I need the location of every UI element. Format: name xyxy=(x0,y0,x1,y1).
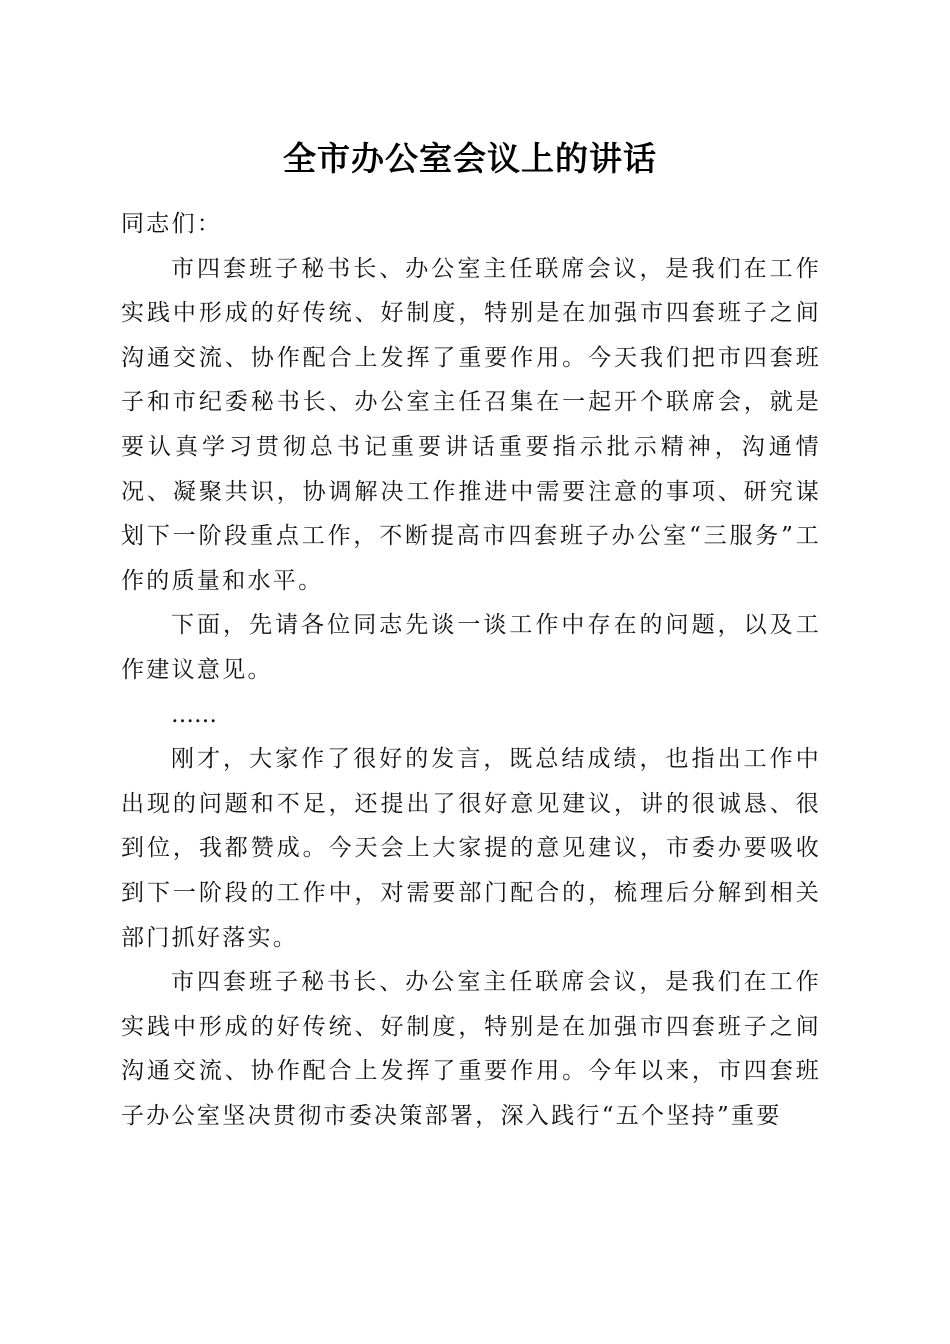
paragraph-2: 下面，先请各位同志先谈一谈工作中存在的问题，以及工作建议意见。 xyxy=(121,612,821,683)
document-title: 全市办公室会议上的讲话 xyxy=(283,139,657,178)
paragraph-3: 刚才，大家作了很好的发言，既总结成绩，也指出工作中出现的问题和不足，还提出了很好意见建议，讲的很诚恳、很到位，我都赞成。今天会上大家提的意见建议，市委办要吸收到下一阶段的工作中，对需要部门配合的，梳理后分解到相关部门抓好落实。 xyxy=(121,746,821,951)
ellipsis-line: …… xyxy=(171,701,217,728)
salutation: 同志们： xyxy=(121,211,223,237)
document-body xyxy=(121,202,821,1138)
paragraph-1: 市四套班子秘书长、办公室主任联席会议，是我们在工作实践中形成的好传统、好制度，特别是在加强市四套班子之间沟通交流、协作配合上发挥了重要作用。今天我们把市四套班子和市纪委秘书长、办公室主任召集在一起开个联席会，就是要认真学习贯彻总书记重要讲话重要指示批示精神，沟通情况、凝聚共识，协调解决工作推进中需要注意的事项、研究谋划下一阶段重点工作，不断提高市四套班子办公室“三服务”工作的质量和水平。 xyxy=(121,255,821,594)
paragraph-4: 市四套班子秘书长、办公室主任联席会议，是我们在工作实践中形成的好传统、好制度，特别是在加强市四套班子之间沟通交流、协作配合上发挥了重要作用。今年以来，市四套班子办公室坚决贯彻市委决策部署，深入践行“五个坚持”重要 xyxy=(121,969,821,1129)
